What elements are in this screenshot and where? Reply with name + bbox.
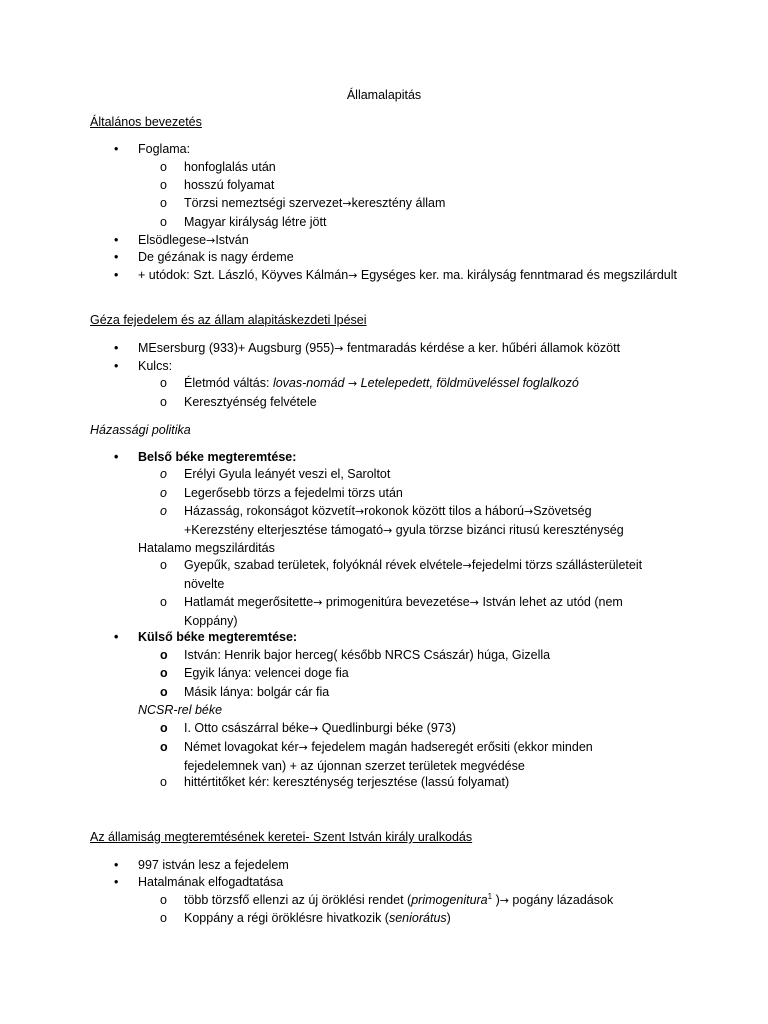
circle-bullet-icon: o [160, 911, 167, 925]
bullet-icon: • [114, 142, 119, 156]
circle-bullet-icon: o [160, 740, 168, 754]
list-item-kulcs: • Kulcs: [114, 359, 173, 373]
arrow-right-icon: → [383, 524, 393, 537]
circle-bullet-icon: o [160, 775, 167, 789]
circle-bullet-icon: o [160, 504, 167, 518]
circle-bullet-icon: o [160, 486, 167, 500]
heading-allamisag-keretei: Az államiság megteremtésének keretei- Szent István király uralkodás [90, 830, 473, 844]
circle-bullet-icon: o [160, 160, 167, 174]
list-item-hatalmanak: • Hatalmának elfogadtatása [114, 875, 284, 889]
arrow-right-icon: → [469, 596, 479, 609]
circle-bullet-icon: o [160, 215, 167, 229]
circle-bullet-icon: o [160, 685, 168, 699]
list-item-tobb-torzsfo: o több törzsfő ellenzi az új öröklési rendet (primogenitura$^1$ )→ pogány lázadások [160, 891, 614, 907]
bullet-icon: • [114, 268, 119, 282]
heading-altalanos-bevezetes: Általános bevezetés [90, 115, 202, 129]
arrow-right-icon: → [499, 894, 509, 907]
text-ncsr-beke: NCSR-rel béke [138, 703, 223, 717]
heading-hazassagi-politika: Házassági politika [90, 423, 191, 437]
circle-bullet-icon: o [160, 666, 168, 680]
arrow-right-icon: → [206, 234, 216, 247]
circle-bullet-icon: o [160, 893, 167, 907]
circle-bullet-icon: o [160, 595, 167, 609]
bullet-icon: • [114, 341, 119, 355]
list-item-gyepuk: o Gyepűk, szabad területek, folyóknál révek elvétele→fejedelmi törzs szállásterületeit növelte [160, 558, 643, 591]
circle-bullet-icon: o [160, 395, 167, 409]
document-title: Államalapitás [346, 88, 422, 102]
list-item-erelyi: o Erélyi Gyula leányét veszi el, Saroltot [160, 467, 391, 481]
arrow-right-icon: → [334, 342, 344, 355]
arrow-right-icon: → [298, 741, 308, 754]
arrow-right-icon: → [342, 197, 352, 210]
list-item-utodok: • + utódok: Szt. László, Köyves Kálmán→ Egységes ker. ma. királyság fenntmarad és megszilárdult [114, 268, 677, 282]
arrow-right-icon: → [523, 505, 534, 518]
list-item-istvan-henrik: o István: Henrik bajor herceg( később NRCS Császár) húga, Gizella [160, 648, 551, 662]
bullet-icon: • [114, 233, 119, 247]
text-hatalamo: Hatalamo megszilárditás [138, 541, 275, 555]
bullet-icon: • [114, 359, 119, 373]
list-item-mersburg: • MEsersburg (933)+ Augsburg (955)→ fentmaradás kérdése a ker. hűbéri államok között [114, 341, 621, 355]
list-item-foglama: • Foglama: [114, 142, 191, 156]
list-item-hatlamat: o Hatlamát megerősitette→ primogenitúra bevezetése→ István lehet az utód (nem Koppány) [160, 595, 623, 628]
circle-bullet-icon: o [160, 721, 168, 735]
circle-bullet-icon: o [160, 648, 168, 662]
list-item-belso-beke: • Belső béke megteremtése: [114, 450, 297, 464]
list-item-eletmod: o Életmód váltás: lovas-nomád → Letelepedett, földmüveléssel foglalkozó [160, 376, 579, 390]
circle-bullet-icon: o [160, 376, 167, 390]
circle-bullet-icon: o [160, 467, 167, 481]
circle-bullet-icon: o [160, 178, 167, 192]
footnote-ref[interactable]: 1 [487, 891, 493, 901]
arrow-right-icon: → [462, 559, 472, 572]
list-item-nemet-lovagok: o Német lovagokat kér→ fejedelem magán hadseregét erősiti (ekkor minden fejedelemnek van) + az újonnan szerzet területek megvédése [160, 740, 593, 773]
list-item-masik-lanya: o Másik lánya: bolgár cár fia [160, 685, 330, 699]
list-item-magyar-kiralysag: o Magyar királyság létre jött [160, 215, 327, 229]
list-item-elsodleges: • Elsödlegese→István [114, 233, 249, 247]
list-item-hosszu: o hosszú folyamat [160, 178, 275, 192]
list-item-hazassag: o Házasság, rokonságot közvetít→rokonok között tilos a háború→Szövetség +Kerezstény elterjesztése támogató→ gyula törzse bizánci ritusú kereszténység [160, 504, 624, 537]
list-item-honfoglalas: o honfoglalás után [160, 160, 276, 174]
heading-geza-fejedelem: Géza fejedelem és az állam alapitáskezdeti lpései [90, 313, 367, 327]
list-item-torzsi: o Törzsi nemeztségi szervezet→keresztény állam [160, 196, 446, 210]
list-item-otto: o I. Otto császárral béke→ Quedlinburgi béke (973) [160, 721, 456, 735]
list-item-keresztyenseg: o Keresztyénség felvétele [160, 395, 317, 409]
circle-bullet-icon: o [160, 196, 167, 210]
list-item-koppany: o Koppány a régi öröklésre hivatkozik (seniorátus) [160, 911, 451, 925]
list-item-legerosebb: o Legerősebb törzs a fejedelmi törzs után [160, 486, 403, 500]
list-item-kulso-beke: • Külső béke megteremtése: [114, 630, 298, 644]
arrow-right-icon: → [313, 596, 323, 609]
list-item-egyik-lanya: o Egyik lánya: velencei doge fia [160, 666, 349, 680]
list-item-997: • 997 istván lesz a fejedelem [114, 858, 289, 872]
arrow-right-icon: → [348, 269, 358, 282]
bullet-icon: • [114, 450, 119, 464]
bullet-icon: • [114, 875, 119, 889]
bullet-icon: • [114, 858, 119, 872]
list-item-geza: • De gézának is nagy érdeme [114, 250, 294, 264]
bullet-icon: • [114, 630, 119, 644]
arrow-right-icon: → [347, 377, 358, 390]
circle-bullet-icon: o [160, 558, 167, 572]
bullet-icon: • [114, 250, 119, 264]
arrow-right-icon: → [354, 505, 365, 518]
arrow-right-icon: → [309, 722, 319, 735]
list-item-hittertitok: o hittértitőket kér: kereszténység terjesztése (lassú folyamat) [160, 775, 510, 789]
